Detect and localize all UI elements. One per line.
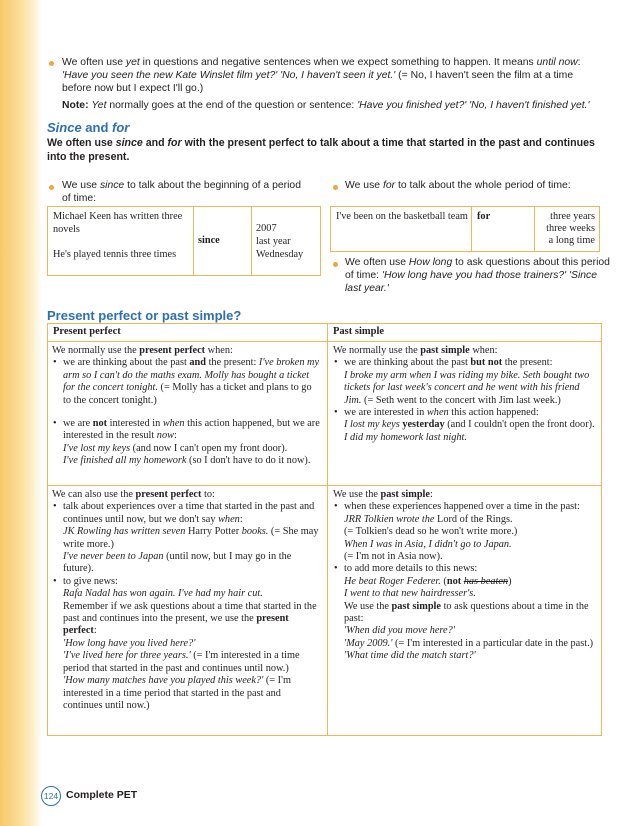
bullet-dot [49,185,54,190]
page-edge-stripe [0,0,42,826]
yet-note: Note: Yet normally goes at the end of the question or sentence: 'Have you finished yet?' 'No, I haven't finished yet.' [62,100,590,111]
for-subject: I've been on the basketball team [336,211,468,222]
since-time-1: 2007 [256,223,277,234]
present-perfect-lower: We can also use the present perfect to: • talk about experiences over a time that started in the past and continues until now, but we don't say when: JK Rowling has written seven Harry Potter books. (= She may write more.) I've never been to Japan (until now, but I may go in the future). • to give news: Rafa Nadal has won again. I've had my hair cut. Remember if we ask questions about a time that started in the past and continues into the present, we use the present perfect: 'How long have you lived here?' 'I've lived here for three years.' (= I'm interested in a time period that started in the past and continues until now.) 'How many matches have you played this week?' (= I'm interested in a time period that started in the past and continues until now.) [52,489,320,712]
since-keyword: since [198,235,220,246]
present-perfect-header: Present perfect [53,326,121,337]
for-keyword: for [477,211,491,222]
since-row-2: He's played tennis three times [53,249,177,260]
bullet-dot [333,185,338,190]
page-number: 124 [41,786,61,806]
past-simple-header: Past simple [333,326,385,337]
book-title: Complete PET [66,789,138,801]
since-time-3: Wednesday [256,249,304,260]
for-time-3: a long time [548,235,595,246]
bullet-dot [333,262,338,267]
since-time-2: last year [256,236,291,247]
for-table [330,206,600,252]
since-for-heading: Since and for [47,120,130,135]
for-time-2: three weeks [546,223,595,234]
comparison-heading: Present perfect or past simple? [47,308,242,323]
since-for-intro: We often use since and for with the present perfect to talk about a time that started in the past and continues into the present. [47,137,595,163]
since-table [47,206,321,276]
since-bullet: We use since to talk about the beginning of a period of time: [62,180,301,204]
present-perfect-upper: We normally use the present perfect when: • we are thinking about the past and the present: I've broken my arm so I can't do the maths exam. Molly has bought a ticket for the concert tonight. (= Molly has a ticket and plans to go to the concert tonight.) • we are not interested in when this action happened, but we are interested in the result now: I've lost my keys (and now I can't open my front door). I've finished all my homework (so I don't have to do it now). [52,345,320,468]
for-bullet: We use for to talk about the whole period of time: [345,180,571,191]
bullet-dot [49,61,54,66]
how-long-bullet: We often use How long to ask questions about this period of time: 'How long have you had those trainers?' 'Since last year.' [345,257,610,294]
since-row-1: Michael Keen has written three novels [53,211,183,235]
yet-bullet: We often use yet in questions and negative sentences when we expect something to happen. It means until now: 'Have you seen the new Kate Winslet film yet?' 'No, I haven't seen it yet.' (= No, I haven't seen the film at a time before now but I expect I'll go.) [62,57,581,94]
past-simple-lower: We use the past simple: • when these experiences happened over a time in the past: JRR Tolkien wrote the Lord of the Rings. (= Tolkien's dead so he won't write more.) When I was in Asia, I didn't go to Japan. (= I'm not in Asia now). • to add more details to this news: He beat Roger Federer. (not has beaten) I went to that new hairdresser's. We use the past simple to ask questions about a time in the past: 'When did you move here?' 'May 2009.' (= I'm interested in a particular date in the past.) 'What time did the match start?' [333,489,598,663]
past-simple-upper: We normally use the past simple when: • we are thinking about the past but not the present: I broke my arm when I was riding my bike. Seth bought two tickets for last week's concert and he went with his friend Jim. (= Seth went to the concert with Jim last week.) • we are interested in when this action happened: I lost my keys yesterday (and I couldn't open the front door). I did my homework last night. [333,345,598,444]
for-time-1: three years [550,211,595,222]
